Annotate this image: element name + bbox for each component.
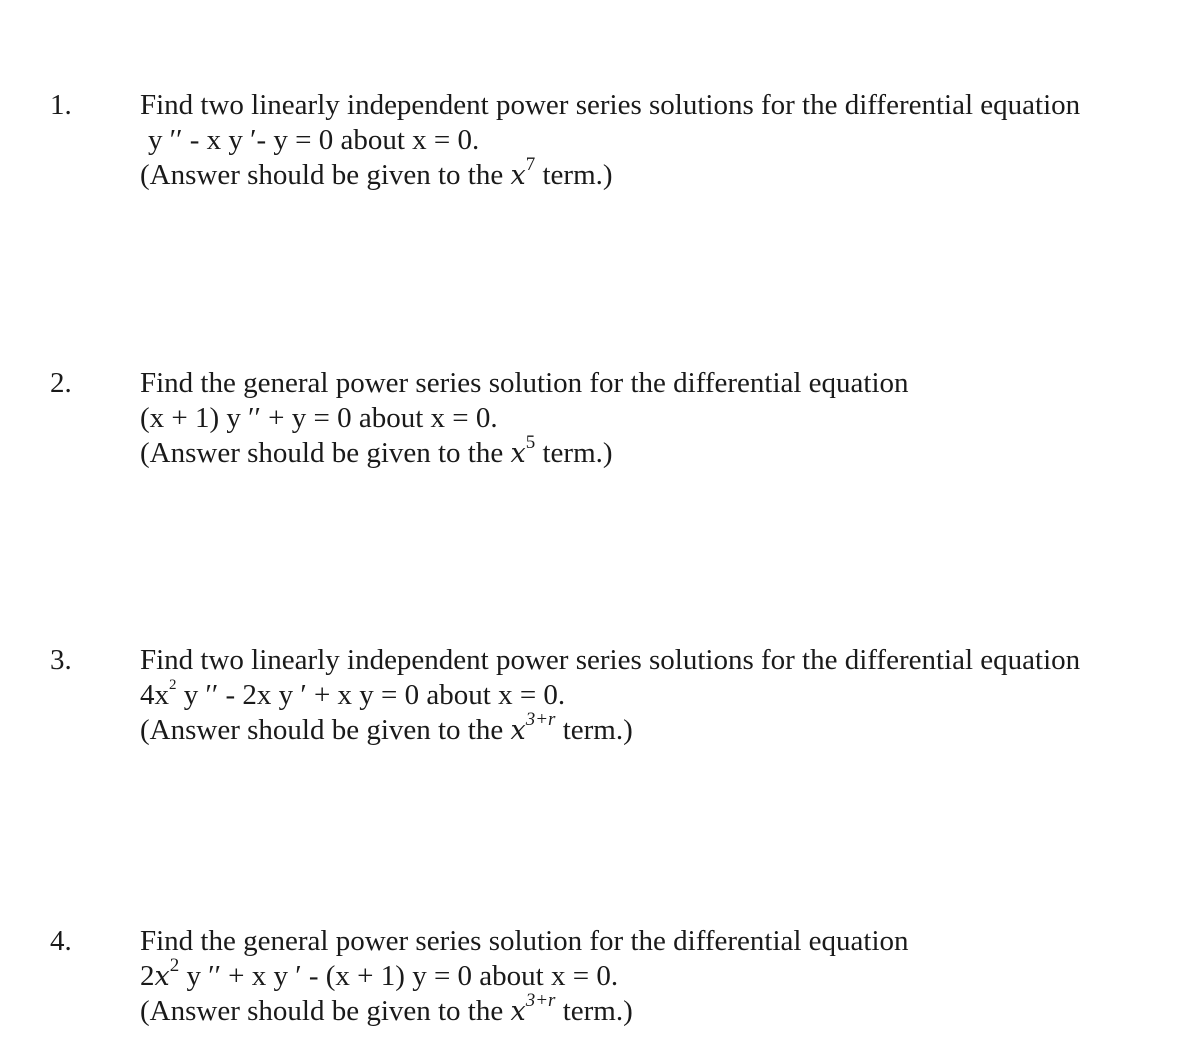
answer-exponent: 3+r bbox=[525, 709, 556, 731]
problem-number: 2. bbox=[50, 367, 72, 399]
problem-statement: Find two linearly independent power series solutions for the differential equation bbox=[140, 644, 1081, 676]
equation-variable: x bbox=[154, 961, 170, 992]
answer-exponent: 5 bbox=[525, 432, 536, 454]
answer-suffix: term.) bbox=[555, 714, 633, 746]
problem-body bbox=[140, 924, 1170, 1029]
answer-suffix: term.) bbox=[555, 995, 633, 1027]
answer-prefix: (Answer should be given to the bbox=[140, 995, 511, 1027]
problem-number: 4. bbox=[50, 925, 72, 957]
equation-coefficient: 4x bbox=[140, 679, 169, 711]
problem-body bbox=[140, 643, 1170, 748]
problem-equation: (x + 1) y ′′ + y = 0 about x = 0. bbox=[140, 402, 498, 434]
problem-body bbox=[140, 366, 1170, 471]
answer-exponent: 3+r bbox=[525, 990, 556, 1012]
problem-statement: Find two linearly independent power series solutions for the differential equation bbox=[140, 89, 1081, 121]
answer-instruction bbox=[140, 432, 1170, 471]
equation-exponent: 2 bbox=[169, 677, 177, 694]
problem-equation bbox=[140, 678, 1170, 713]
equation-rest: y ′′ - 2x y ′ + x y = 0 about x = 0. bbox=[176, 679, 566, 711]
answer-instruction bbox=[140, 709, 1170, 748]
answer-variable: x bbox=[510, 996, 526, 1027]
problem-number: 1. bbox=[50, 89, 72, 121]
answer-variable: x bbox=[510, 160, 526, 191]
equation-coefficient: 2 bbox=[140, 960, 155, 992]
answer-exponent: 7 bbox=[525, 154, 536, 176]
problem-equation: y ′′ - x y ′- y = 0 about x = 0. bbox=[148, 124, 480, 156]
answer-prefix: (Answer should be given to the bbox=[140, 437, 511, 469]
answer-suffix: term.) bbox=[535, 159, 613, 191]
answer-prefix: (Answer should be given to the bbox=[140, 159, 511, 191]
answer-suffix: term.) bbox=[535, 437, 613, 469]
equation-exponent: 2 bbox=[169, 955, 180, 977]
answer-prefix: (Answer should be given to the bbox=[140, 714, 511, 746]
problem-equation bbox=[140, 955, 1170, 994]
equation-rest: y ′′ + x y ′ - (x + 1) y = 0 about x = 0. bbox=[179, 960, 619, 992]
answer-variable: x bbox=[510, 438, 526, 469]
answer-instruction bbox=[140, 154, 1170, 193]
answer-variable: x bbox=[510, 715, 526, 746]
problem-body bbox=[140, 88, 1170, 193]
problem-statement: Find the general power series solution for the differential equation bbox=[140, 925, 909, 957]
problem-number: 3. bbox=[50, 644, 72, 676]
problem-statement: Find the general power series solution for the differential equation bbox=[140, 367, 909, 399]
answer-instruction bbox=[140, 990, 1170, 1029]
